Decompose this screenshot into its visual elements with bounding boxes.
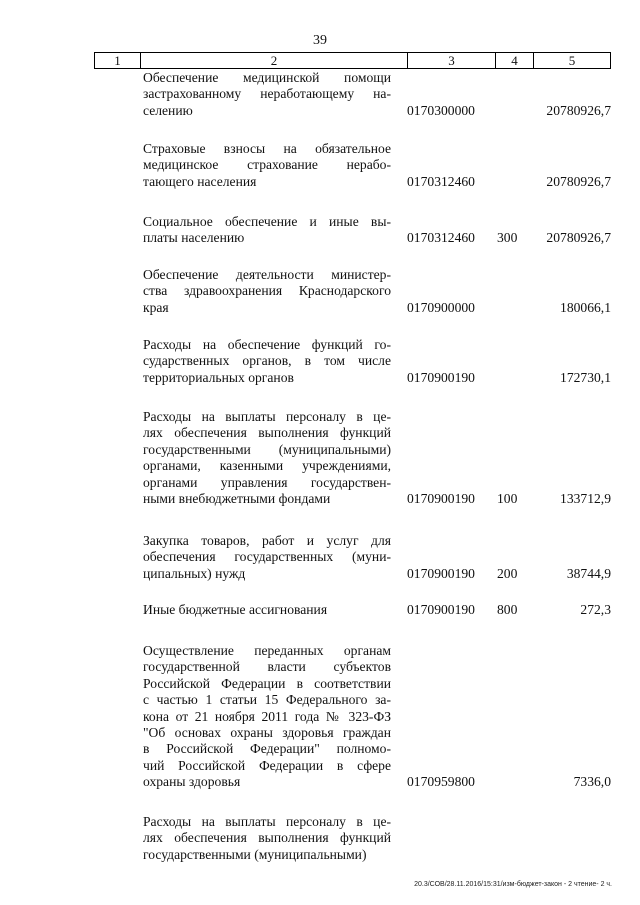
row-expense-type: 200: [497, 565, 518, 581]
row-description: [143, 533, 391, 582]
row-amount: 133712,9: [560, 491, 611, 506]
row-description: [143, 141, 391, 190]
description-line: обеспечения государственных (муни-: [143, 549, 391, 565]
description-line: в Российской Федерации" полномо-: [143, 741, 391, 757]
description-line: Расходы на выплаты персоналу в це-: [143, 814, 391, 829]
description-line: органами управления государствен-: [143, 474, 391, 490]
row-description: [143, 214, 391, 247]
row-description: [143, 602, 391, 618]
row-amount: 272,3: [580, 602, 611, 617]
description-line: ципальных) нужд: [143, 565, 246, 581]
row-description: [143, 643, 391, 791]
description-line: лях обеспечения выполнения функций: [143, 830, 391, 846]
description-line: охраны здоровья: [143, 774, 241, 790]
description-line: селению: [143, 102, 193, 118]
column-header-2: 2: [141, 53, 408, 68]
row-expense-type: 800: [497, 602, 518, 617]
row-code: 0170900000: [407, 299, 475, 315]
description-line: Страховые взносы на обязательное: [143, 141, 391, 156]
description-line: Социальное обеспечение и иные вы-: [143, 214, 391, 229]
description-line: Расходы на обеспечение функций го-: [143, 337, 391, 352]
row-code: 0170900190: [407, 602, 475, 617]
description-line: органами, казенными учреждениями,: [143, 458, 391, 474]
row-code: 0170900190: [407, 565, 475, 581]
description-line: Расходы на выплаты персоналу в це-: [143, 409, 391, 424]
row-code: 0170900190: [407, 369, 475, 385]
row-amount: 20780926,7: [546, 173, 611, 189]
description-line: края: [143, 299, 169, 315]
row-description: [143, 267, 391, 316]
description-line: Обеспечение медицинской помощи: [143, 70, 391, 85]
description-line: государственными (муниципальными): [143, 441, 391, 457]
page-number: 39: [313, 33, 327, 48]
row-description: [143, 814, 391, 863]
table-header: [94, 52, 611, 69]
description-line: кона от 21 ноября 2011 года № 323-ФЗ: [143, 708, 391, 724]
description-line: Иные бюджетные ассигнования: [143, 602, 328, 617]
description-line: Осуществление переданных органам: [143, 643, 391, 658]
description-line: с частью 1 статьи 15 Федерального за-: [143, 692, 391, 708]
row-code: 0170312460: [407, 173, 475, 189]
column-header-4: 4: [496, 53, 534, 68]
description-line: тающего населения: [143, 173, 257, 189]
row-amount: 180066,1: [560, 299, 611, 315]
description-line: ными внебюджетными фондами: [143, 491, 331, 507]
description-line: Закупка товаров, работ и услуг для: [143, 533, 391, 548]
row-code: 0170900190: [407, 491, 475, 506]
description-line: Российской Федерации в соответствии: [143, 675, 391, 691]
description-line: государственной власти субъектов: [143, 659, 391, 675]
description-line: сударственных органов, в том числе: [143, 353, 391, 369]
description-line: застрахованному неработающему на-: [143, 86, 391, 102]
description-line: Обеспечение деятельности министер-: [143, 267, 391, 282]
row-amount: 7336,0: [573, 774, 611, 790]
row-description: [143, 337, 391, 386]
row-amount: 172730,1: [560, 369, 611, 385]
description-line: "Об основах охраны здоровья граждан: [143, 725, 391, 741]
row-amount: 38744,9: [566, 565, 611, 581]
column-header-1: 1: [95, 53, 141, 68]
row-description: [143, 409, 391, 507]
description-line: платы населению: [143, 230, 245, 246]
row-amount: 20780926,7: [546, 102, 611, 118]
row-code: 0170300000: [407, 102, 475, 118]
document-reference: 20.3/СОВ/28.11.2016/15:31/изм-бюджет-закон - 2 чтение- 2 ч.: [414, 881, 612, 888]
description-line: ства здравоохранения Краснодарского: [143, 283, 391, 299]
description-line: государственными (муниципальными): [143, 846, 367, 862]
row-code: 0170312460: [407, 230, 475, 246]
column-header-5: 5: [568, 53, 576, 68]
description-line: медицинское страхование нерабо-: [143, 157, 391, 173]
description-line: территориальных органов: [143, 369, 294, 385]
row-expense-type: 300: [497, 230, 518, 246]
column-header-3: 3: [408, 53, 496, 68]
row-expense-type: 100: [497, 491, 518, 506]
row-amount: 20780926,7: [546, 230, 611, 246]
row-code: 0170959800: [407, 774, 475, 790]
description-line: лях обеспечения выполнения функций: [143, 425, 391, 441]
row-description: [143, 70, 391, 119]
description-line: чий Российской Федерации в сфере: [143, 757, 391, 773]
